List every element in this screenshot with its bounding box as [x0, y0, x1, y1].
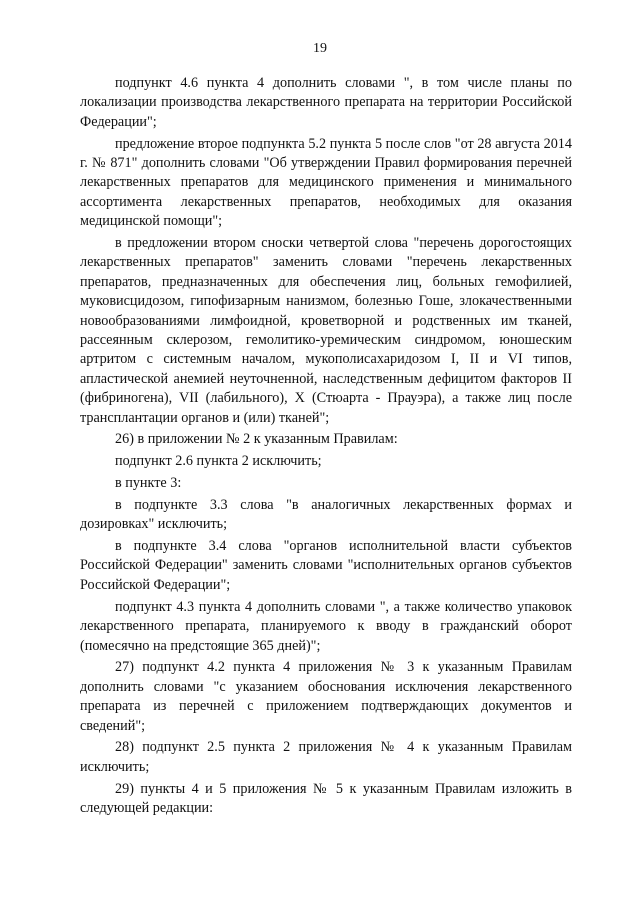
paragraph: подпункт 4.3 пункта 4 дополнить словами ", а также количество упаковок лекарственного препарата, планируемого к вводу в гражданский оборот (помесячно на предстоящие 365 дней)";: [80, 598, 572, 654]
paragraph: в предложении втором сноски четвертой слова "перечень дорогостоящих лекарственных препаратов" заменить словами "перечень лекарственных препаратов, предназначенных для обеспечения лиц, больных гемофилией, муковисцидозом, гипофизарным нанизмом, болезнью Гоше, злокачественными новообразованиями лимфоидной, кроветворной и родственных им тканей, рассеянным склерозом, гемолитико-уремическим синдромом, юношеским артритом с системным началом, мукополисахаридозом I, II и VI типов, апластической анемией неуточненной, наследственным дефицитом факторов II (фибриногена), VII (лабильного), X (Стюарта - Прауэра), а также лиц после трансплантации органов и (или) тканей";: [80, 235, 572, 426]
paragraph: в подпункте 3.3 слова "в аналогичных лекарственных формах и дозировках" исключить;: [80, 496, 572, 533]
paragraph: подпункт 4.6 пункта 4 дополнить словами ", в том числе планы по локализации производства лекарственного препарата на территории Российской Федерации";: [80, 75, 572, 130]
paragraph: в подпункте 3.4 слова "органов исполнительной власти субъектов Российской Федерации" заменить словами "исполнительных органов субъектов Российской Федерации";: [80, 538, 572, 593]
document-body: [80, 74, 572, 821]
paragraph: 26) в приложении № 2 к указанным Правилам:: [115, 431, 398, 448]
paragraph: предложение второе подпункта 5.2 пункта 5 после слов "от 28 августа 2014 г. № 871" дополнить словами "Об утверждении Правил формирования перечней лекарственных препаратов для медицинского применения и минимального ассортимента лекарственных препаратов, необходимых для оказания медицинской помощи";: [80, 135, 572, 230]
paragraph: в пункте 3:: [115, 475, 182, 492]
paragraph: 27) подпункт 4.2 пункта 4 приложения № 3 к указанным Правилам дополнить словами "с указанием обоснования исключения лекарственного препарата из перечней с приложением подтверждающих документов и сведений";: [80, 659, 572, 734]
paragraph: подпункт 2.6 пункта 2 исключить;: [115, 453, 322, 470]
paragraph: 28) подпункт 2.5 пункта 2 приложения № 4 к указанным Правилам исключить;: [80, 739, 572, 775]
page-number: 19: [313, 41, 327, 56]
paragraph: 29) пункты 4 и 5 приложения № 5 к указанным Правилам изложить в следующей редакции:: [80, 780, 572, 816]
